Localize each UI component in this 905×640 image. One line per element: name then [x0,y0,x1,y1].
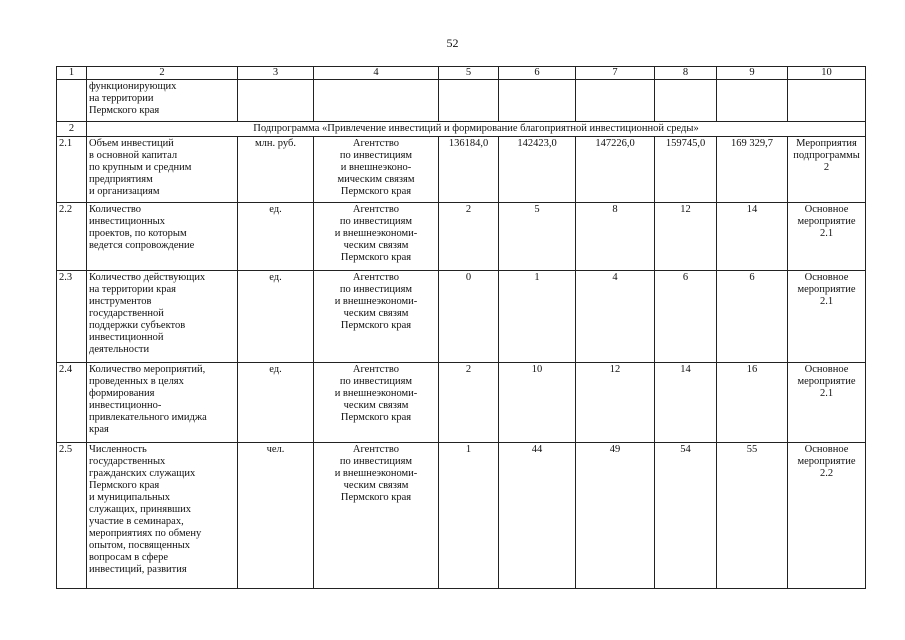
cell-value [655,80,717,122]
table-header-row [57,67,866,80]
cell-value [499,80,576,122]
header-cell: 3 [238,67,314,80]
table-row [57,203,866,271]
cell-value: 142423,0 [499,137,576,203]
cell-value [576,80,655,122]
continuation-row [57,80,866,122]
cell-note: Мероприятия подпрограммы 2 [788,137,866,203]
cell-value: 2 [439,203,499,271]
subprogram-title: Подпрограмма «Привлечение инвестиций и формирование благоприятной инвестиционной среды» [87,122,866,137]
cell-num: 2.4 [57,363,87,443]
cell-value: 6 [717,271,788,363]
cell-name: Количество действующих на территории края инструментов государственной поддержки субъектов инвестиционной деятельности [87,271,238,363]
header-cell: 4 [314,67,439,80]
cell-unit: ед. [238,363,314,443]
cell-note: Основное мероприятие 2.1 [788,203,866,271]
cell-num: 2.1 [57,137,87,203]
cell-name: Объем инвестиций в основной капитал по крупным и средним предприятиям и организациям [87,137,238,203]
cell-value: 4 [576,271,655,363]
cell-value: 54 [655,443,717,589]
header-cell: 2 [87,67,238,80]
header-cell: 7 [576,67,655,80]
cell-value: 136184,0 [439,137,499,203]
header-cell: 9 [717,67,788,80]
cell-note: Основное мероприятие 2.2 [788,443,866,589]
table-row [57,363,866,443]
header-cell: 6 [499,67,576,80]
cell-name: Численность государственных гражданских служащих Пермского края и муниципальных служащих, принявших участие в семинарах, мероприятиях по обмену опытом, посвященных вопросам в сфере инвестиций, развития [87,443,238,589]
cell-num: 2.5 [57,443,87,589]
header-cell: 1 [57,67,87,80]
cell-value: 55 [717,443,788,589]
cell-executor: Агентство по инвестициям и внешнеэконо- мическим связям Пермского края [314,137,439,203]
cell-unit: ед. [238,203,314,271]
cell-value: 2 [439,363,499,443]
table-row [57,137,866,203]
cell-value: 147226,0 [576,137,655,203]
cell-executor [314,80,439,122]
subprogram-number: 2 [57,122,87,137]
cell-value: 1 [439,443,499,589]
header-cell: 8 [655,67,717,80]
indicators-table [56,66,866,589]
cell-executor: Агентство по инвестициям и внешнеэкономи- ческим связям Пермского края [314,271,439,363]
cell-value: 14 [717,203,788,271]
cell-name: Количество мероприятий, проведенных в целях формирования инвестиционно- привлекательного имиджа края [87,363,238,443]
cell-num: 2.2 [57,203,87,271]
cell-num: 2.3 [57,271,87,363]
cell-num [57,80,87,122]
cell-value: 12 [655,203,717,271]
cell-value: 159745,0 [655,137,717,203]
cell-value: 6 [655,271,717,363]
cell-name: функционирующих на территории Пермского края [87,80,238,122]
cell-value: 5 [499,203,576,271]
cell-value: 49 [576,443,655,589]
header-cell: 5 [439,67,499,80]
cell-value: 16 [717,363,788,443]
cell-name: Количество инвестиционных проектов, по которым ведется сопровождение [87,203,238,271]
cell-unit: чел. [238,443,314,589]
cell-value: 12 [576,363,655,443]
cell-value: 8 [576,203,655,271]
cell-value: 44 [499,443,576,589]
cell-note [788,80,866,122]
cell-value: 14 [655,363,717,443]
cell-value: 0 [439,271,499,363]
cell-unit: ед. [238,271,314,363]
cell-unit [238,80,314,122]
cell-note: Основное мероприятие 2.1 [788,363,866,443]
cell-value [717,80,788,122]
cell-executor: Агентство по инвестициям и внешнеэкономи- ческим связям Пермского края [314,363,439,443]
cell-value: 169 329,7 [717,137,788,203]
table-row [57,443,866,589]
cell-value: 10 [499,363,576,443]
cell-unit: млн. руб. [238,137,314,203]
table-row [57,271,866,363]
page-number: 52 [446,36,459,50]
subprogram-row [57,122,866,137]
cell-value: 1 [499,271,576,363]
cell-value [439,80,499,122]
cell-note: Основное мероприятие 2.1 [788,271,866,363]
header-cell: 10 [788,67,866,80]
cell-executor: Агентство по инвестициям и внешнеэкономи- ческим связям Пермского края [314,203,439,271]
cell-executor: Агентство по инвестициям и внешнеэкономи- ческим связям Пермского края [314,443,439,589]
